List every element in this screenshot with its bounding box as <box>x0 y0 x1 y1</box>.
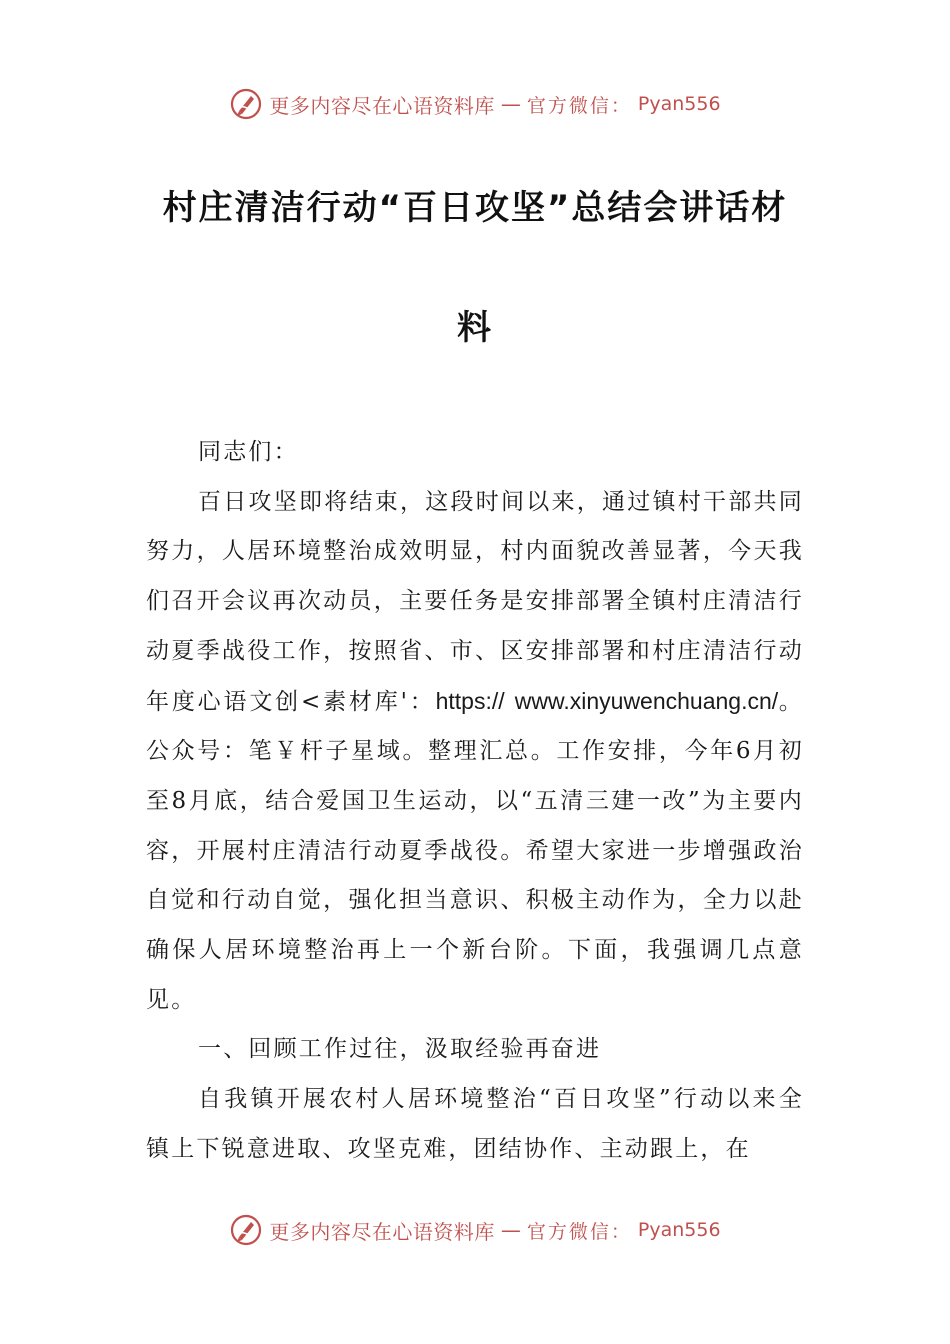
pen-logo-icon <box>229 1213 263 1247</box>
watermark-dash: — <box>500 92 521 116</box>
header-watermark <box>0 82 950 126</box>
salutation: 同志们： <box>198 439 299 465</box>
watermark-wechat-id: Pyan556 <box>637 1219 721 1241</box>
paragraph-1 <box>146 478 804 1026</box>
paragraph-1-text-a: 百日攻坚即将结束，这段时间以来，通过镇村干部共同努力，人居环境整治成效明显，村内面貌改善显著，今天我们召开会议再次动员，主要任务是安排部署全镇村庄清洁行动夏季战役工作，按照省、市、区安排部署和村庄清洁行动年度心语文创<素材库'： <box>146 488 804 715</box>
watermark-wechat-label: 官方微信： <box>526 94 632 117</box>
document-title-line-2: 料 <box>457 308 493 348</box>
paragraph-2: 自我镇开展农村人居环境整治“百日攻坚”行动以来全镇上下锐意进取、攻坚克难，团结协作、主动跟上，在 <box>146 1086 804 1162</box>
watermark-brand: 更多内容尽在心语资料库 <box>269 1219 495 1244</box>
document-title-line-1: 村庄清洁行动“百日攻坚”总结会讲话材 <box>162 188 788 228</box>
footer-watermark <box>0 1208 950 1252</box>
url-part-1: https:// <box>435 687 505 714</box>
watermark-wechat-id: Pyan556 <box>637 93 721 115</box>
document-body <box>146 428 804 1175</box>
section-heading-1: 一、回顾工作过往，汲取经验再奋进 <box>198 1036 602 1063</box>
paragraph-1-text-b: 。公众号：笔￥杆子星域。整理汇总。工作安排，今年6月初至8月底，结合爱国卫生运动，以“五清三建一改”为主要内容，开展村庄清洁行动夏季战役。希望大家进一步增强政治自觉和行动自觉，强化担当意识、积极主动作为，全力以赴确保人居环境整治再上一个新台阶。下面，我强调几点意见。 <box>146 688 805 1013</box>
watermark-brand: 更多内容尽在心语资料库 <box>269 93 495 118</box>
watermark-dash: — <box>500 1218 521 1242</box>
url-part-2: www.xinyuwenchuang.cn/ <box>514 687 779 714</box>
pen-logo-icon <box>229 87 263 121</box>
watermark-wechat-label: 官方微信： <box>526 1220 632 1243</box>
